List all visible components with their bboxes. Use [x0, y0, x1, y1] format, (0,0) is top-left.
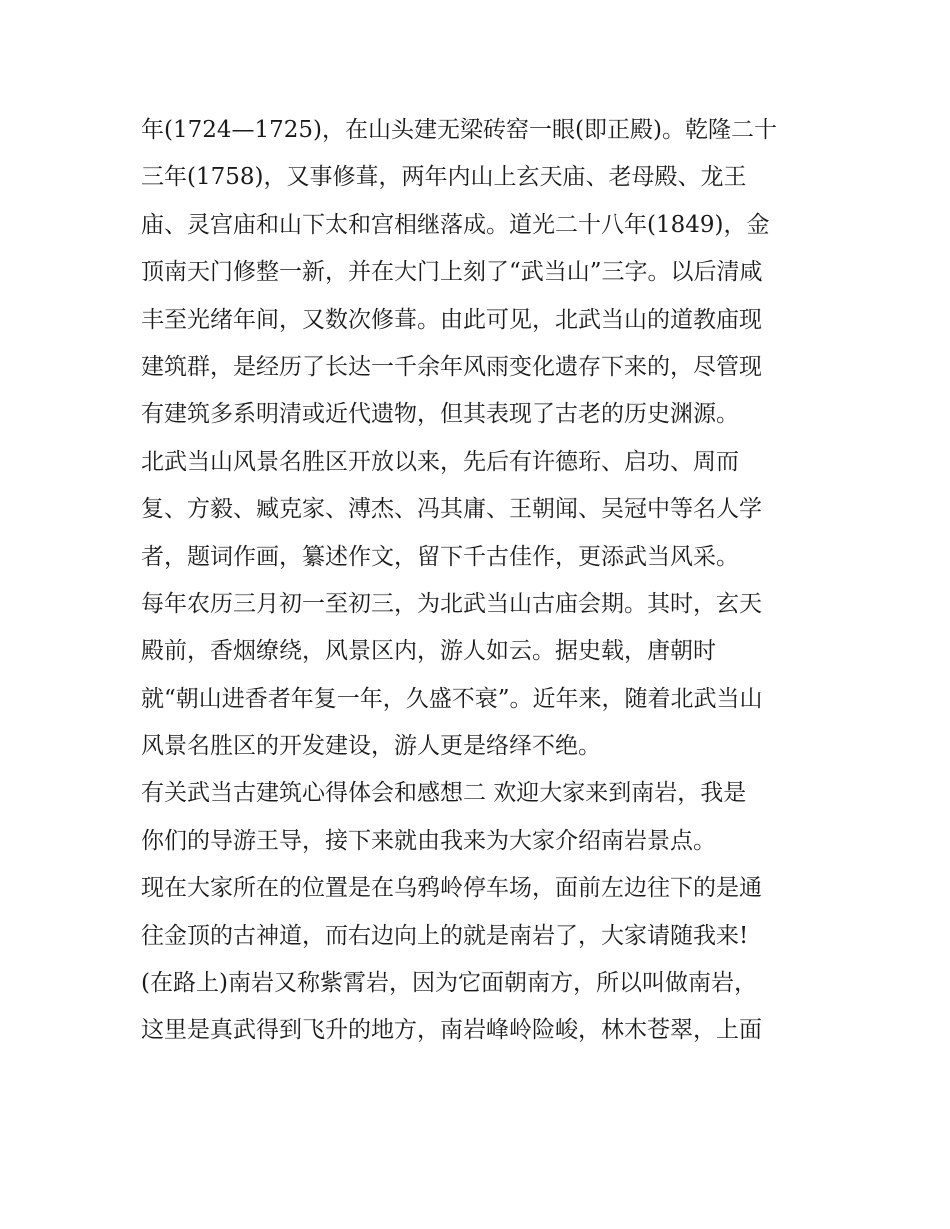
text-line: 丰至光绪年间，又数次修葺。由此可见，北武当山的道教庙现	[141, 306, 762, 333]
text-line: 年(1724—1725)，在山头建无梁砖窑一眼(即正殿)。乾隆二十	[141, 117, 777, 143]
text-line: 这里是真武得到飞升的地方，南岩峰岭险峻，林木苍翠，上面	[141, 1017, 762, 1044]
text-line: 三年(1758)，又事修葺，两年内山上玄天庙、老母殿、龙王	[141, 164, 747, 191]
text-line: 往金顶的古神道，而右边向上的就是南岩了，大家请随我来!	[141, 922, 749, 949]
text-line: 北武当山风景名胜区开放以来，先后有许德珩、启功、周而	[141, 448, 739, 475]
text-line: 现在大家所在的位置是在乌鸦岭停车场，面前左边往下的是通	[141, 875, 762, 902]
text-line: 者，题词作画，纂述作文，留下千古佳作，更添武当风采。	[141, 543, 739, 570]
text-line: 你们的导游王导，接下来就由我来为大家介绍南岩景点。	[141, 827, 716, 854]
text-line: 复、方毅、臧克家、溥杰、冯其庸、王朝闻、吴冠中等名人学	[141, 496, 762, 523]
body-text	[141, 107, 821, 1055]
text-line: 每年农历三月初一至初三，为北武当山古庙会期。其时，玄天	[141, 590, 762, 617]
text-line: 有建筑多系明清或近代遗物，但其表现了古老的历史渊源。	[141, 401, 739, 428]
text-line: 风景名胜区的开发建设，游人更是络绎不绝。	[141, 733, 601, 760]
text-line: 庙、灵宫庙和山下太和宫相继落成。道光二十八年(1849)，金	[141, 211, 770, 238]
text-line: 就“朝山进香者年复一年，久盛不衰”。近年来，随着北武当山	[141, 685, 763, 712]
text-line: 有关武当古建筑心得体会和感想二 欢迎大家来到南岩，我是	[141, 780, 747, 807]
text-line: (在路上)南岩又称紫霄岩，因为它面朝南方，所以叫做南岩，	[141, 970, 757, 997]
text-line: 建筑群，是经历了长达一千余年风雨变化遗存下来的，尽管现	[141, 353, 762, 380]
text-line: 顶南天门修整一新，并在大门上刻了“武当山”三字。以后清咸	[141, 259, 763, 286]
text-line: 殿前，香烟缭绕，风景区内，游人如云。据史载，唐朝时	[141, 638, 716, 665]
